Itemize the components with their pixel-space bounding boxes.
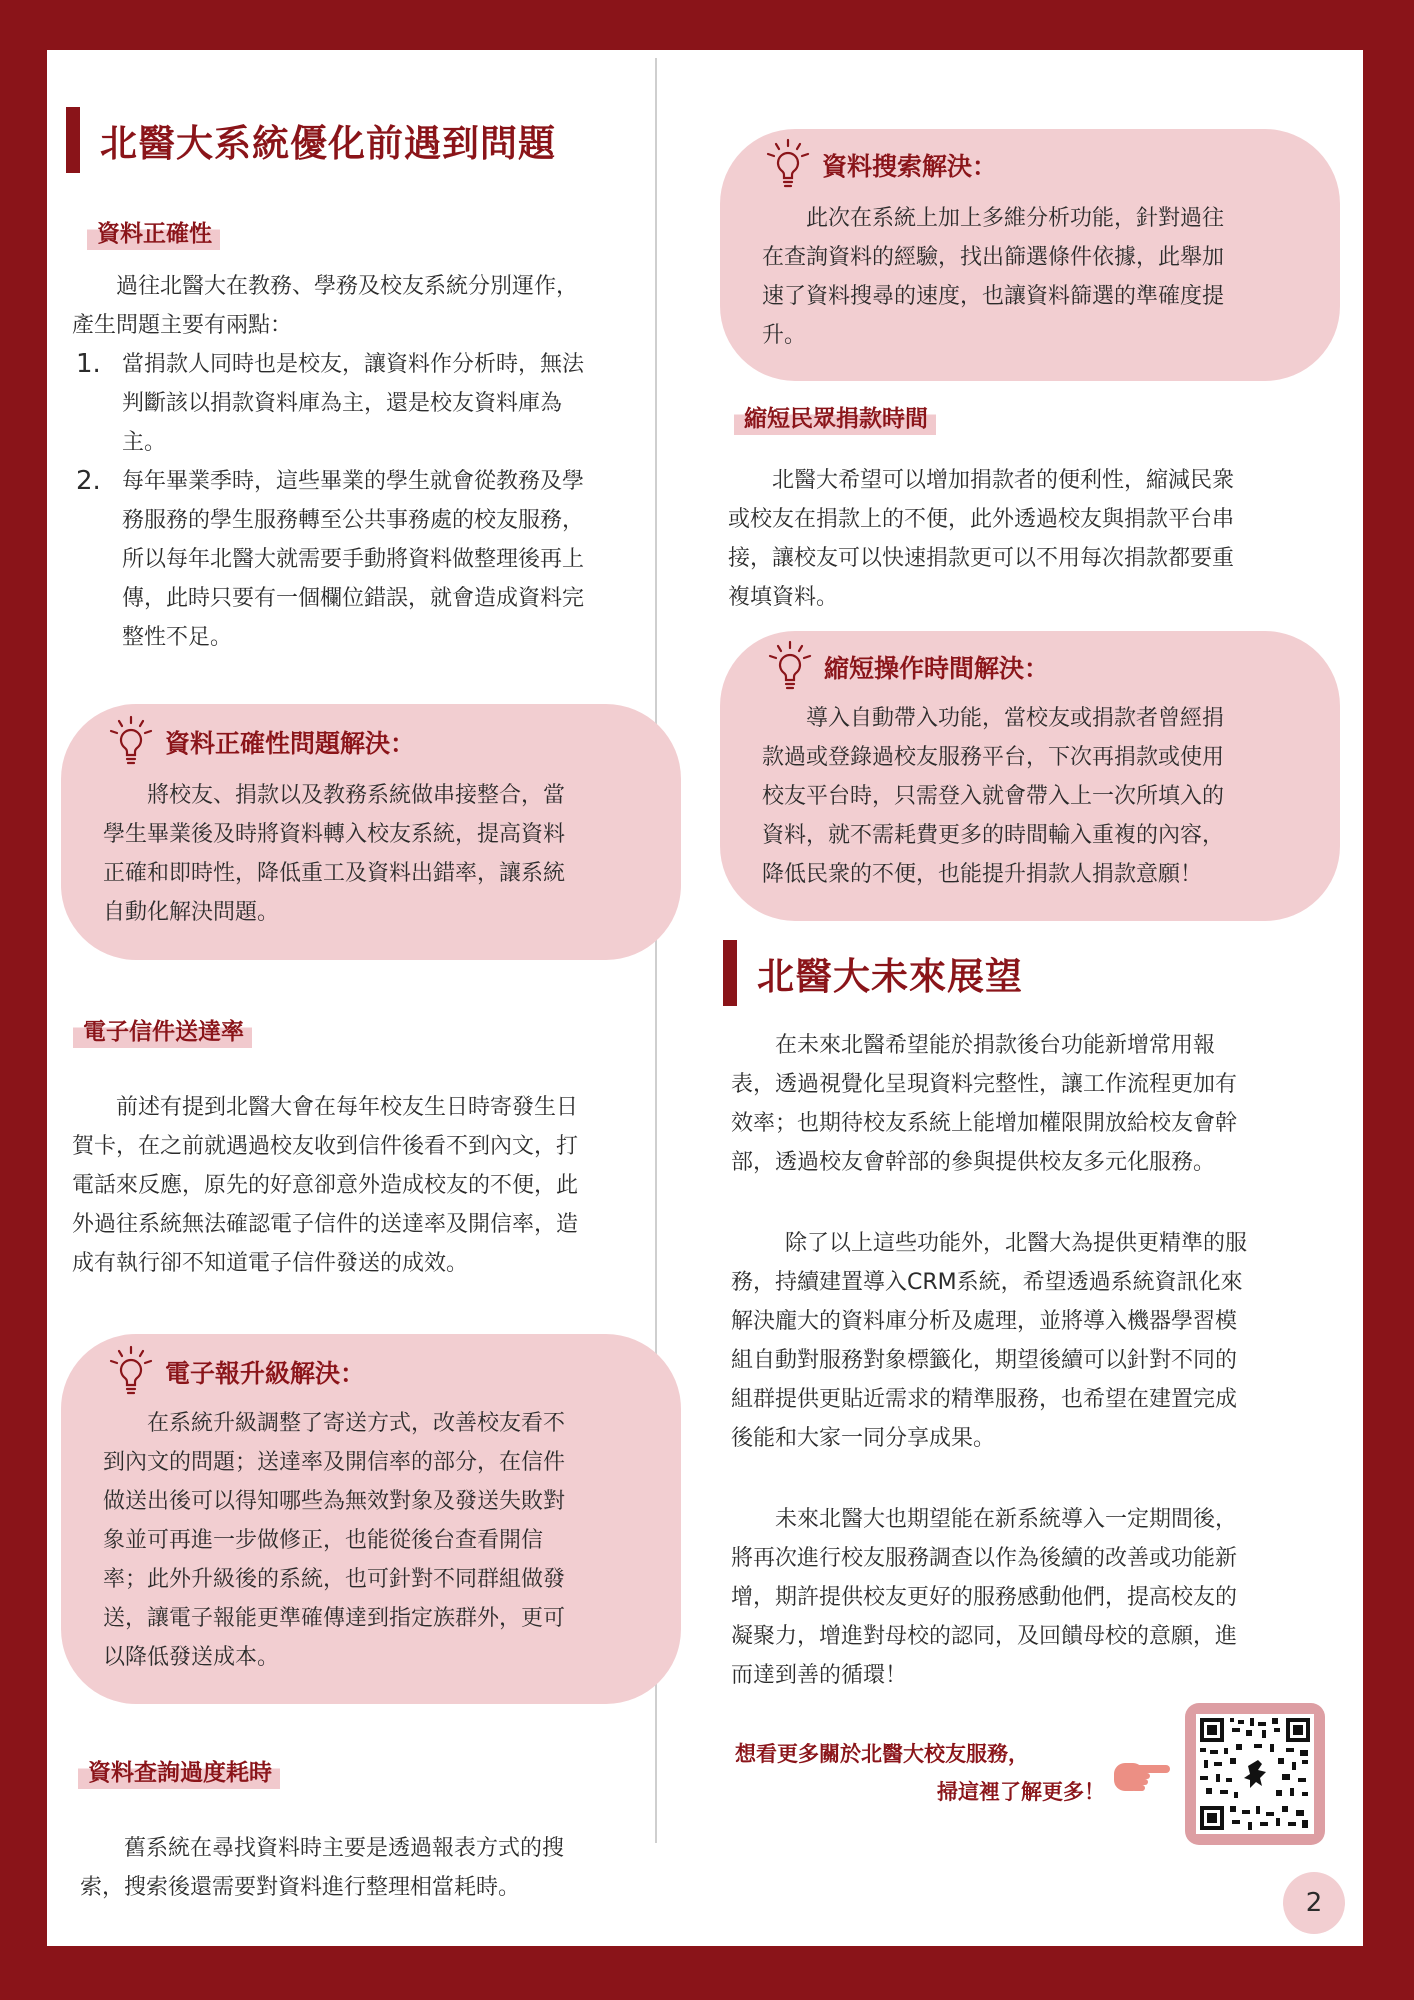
qr-call-to-action <box>735 1735 1105 1811</box>
text-line: 成有執行卻不知道電子信件發送的成效。 <box>72 1251 469 1276</box>
bubble-text <box>762 699 1322 894</box>
paragraph-email-delivery <box>72 1088 692 1283</box>
paragraph-query-time <box>80 1829 680 1907</box>
list-item <box>76 345 676 462</box>
text-line: 當捐款人同時也是校友，讓資料作分析時，無法 <box>122 352 585 377</box>
section-heading-problems <box>66 107 556 173</box>
text-line: 過往北醫大在教務、學務及校友系統分別運作， <box>116 274 579 299</box>
bubble-title: 資料搜索解決： <box>822 152 998 181</box>
cta-line-1: 想看更多關於北醫大校友服務， <box>735 1742 1029 1766</box>
text-line: 效率；也期待校友系統上能增加權限開放給校友會幹 <box>731 1111 1238 1136</box>
page-number: 2 <box>1283 1872 1345 1934</box>
text-line: 校友平台時，只需登入就會帶入上一次所填入的 <box>762 784 1225 809</box>
cta-line-2: 掃這裡了解更多！ <box>937 1780 1105 1804</box>
text-line: 款過或登錄過校友服務平台，下次再捐款或使用 <box>762 745 1225 770</box>
heading-bar <box>723 940 737 1006</box>
text-line: 電話來反應，原先的好意卻意外造成校友的不便，此 <box>72 1173 579 1198</box>
subheading-data-accuracy: 資料正確性 <box>87 213 220 250</box>
text-line: 組自動對服務對象標籤化，期望後續可以針對不同的 <box>731 1348 1238 1373</box>
text-line: 賀卡，在之前就遇過校友收到信件後看不到內文，打 <box>72 1134 579 1159</box>
lightbulb-icon <box>103 714 159 770</box>
text-line: 凝聚力，增進對母校的認同，及回饋母校的意願，進 <box>731 1624 1238 1649</box>
text-line: 在系統升級調整了寄送方式，改善校友看不 <box>147 1411 566 1436</box>
bubble-title: 電子報升級解決： <box>165 1359 366 1388</box>
text-line: 將校友、捐款以及教務系統做串接整合，當 <box>147 783 566 808</box>
text-line: 升。 <box>762 323 807 348</box>
text-line: 到內文的問題；送達率及開信率的部分，在信件 <box>103 1450 566 1475</box>
lightbulb-icon <box>762 639 818 695</box>
subheading-query-time: 資料查詢過度耗時 <box>78 1752 280 1789</box>
bubble-header <box>103 1344 365 1400</box>
text-line: 產生問題主要有兩點： <box>72 313 293 338</box>
text-line: 在未來北醫希望能於捐款後台功能新增常用報 <box>775 1033 1216 1058</box>
heading-text: 北醫大未來展望 <box>757 955 1023 998</box>
text-line: 象並可再進一步做修正，也能從後台查看開信 <box>103 1528 544 1553</box>
text-line: 主。 <box>122 430 167 455</box>
lightbulb-icon <box>103 1344 159 1400</box>
text-line: 資料，就不需耗費更多的時間輸入重複的內容， <box>762 823 1225 848</box>
text-line: 正確和即時性，降低重工及資料出錯率，讓系統 <box>103 861 566 886</box>
problem-list <box>76 345 676 657</box>
text-line: 北醫大希望可以增加捐款者的便利性，縮減民衆 <box>772 468 1235 493</box>
text-line: 解決龐大的資料庫分析及處理，並將導入機器學習模 <box>731 1309 1238 1334</box>
solution-bubble-operation-time <box>720 631 1340 921</box>
bubble-text <box>103 1404 673 1677</box>
text-line: 此次在系統上加上多維分析功能，針對過往 <box>806 206 1225 231</box>
solution-bubble-data-accuracy <box>61 704 681 960</box>
text-line: 表，透過視覺化呈現資料完整性，讓工作流程更加有 <box>731 1072 1238 1097</box>
qr-code-image <box>1196 1714 1314 1834</box>
text-line: 在查詢資料的經驗，找出篩選條件依據，此舉加 <box>762 245 1225 270</box>
text-line: 複填資料。 <box>728 585 839 610</box>
text-line: 增，期許提供校友更好的服務感動他們，提高校友的 <box>731 1585 1238 1610</box>
text-line: 後能和大家一同分享成果。 <box>731 1426 996 1451</box>
text-line: 未來北醫大也期望能在新系統導入一定期間後， <box>775 1507 1238 1532</box>
list-number: 1. <box>76 349 101 379</box>
list-item <box>76 462 676 657</box>
solution-bubble-newsletter <box>61 1334 681 1704</box>
text-line: 做送出後可以得知哪些為無效對象及發送失敗對 <box>103 1489 566 1514</box>
text-line: 務服務的學生服務轉至公共事務處的校友服務， <box>122 508 585 533</box>
text-line: 前述有提到北醫大會在每年校友生日時寄發生日 <box>116 1095 579 1120</box>
text-line: 接，讓校友可以快速捐款更可以不用每次捐款都要重 <box>728 546 1235 571</box>
paragraph-data-accuracy-intro <box>72 267 672 345</box>
subheading-donation-time: 縮短民眾捐款時間 <box>734 398 936 435</box>
paragraph-future-2 <box>731 1224 1341 1458</box>
paragraph-future-1 <box>731 1026 1341 1182</box>
section-heading-future <box>723 940 1023 1006</box>
text-line: 降低民衆的不便，也能提升捐款人捐款意願！ <box>762 862 1203 887</box>
text-line: 索，搜索後還需要對資料進行整理相當耗時。 <box>80 1875 521 1900</box>
paragraph-future-3 <box>731 1500 1341 1695</box>
text-line: 率；此外升級後的系統，也可針對不同群組做發 <box>103 1567 566 1592</box>
bubble-header <box>762 639 1049 695</box>
bubble-title: 縮短操作時間解決： <box>824 654 1050 683</box>
bubble-text <box>762 199 1322 355</box>
text-line: 而達到善的循環！ <box>731 1663 908 1688</box>
text-line: 送，讓電子報能更準確傳達到指定族群外，更可 <box>103 1606 566 1631</box>
text-line: 除了以上這些功能外，北醫大為提供更精準的服 <box>785 1231 1248 1256</box>
text-line: 導入自動帶入功能，當校友或捐款者曾經捐 <box>806 706 1225 731</box>
text-line: 速了資料搜尋的速度，也讓資料篩選的準確度提 <box>762 284 1225 309</box>
text-line: 或校友在捐款上的不便，此外透過校友與捐款平台串 <box>728 507 1235 532</box>
heading-text: 北醫大系統優化前遇到問題 <box>100 122 556 165</box>
bubble-header <box>760 137 997 193</box>
solution-bubble-search <box>720 129 1340 381</box>
text-line: 傳，此時只要有一個欄位錯誤，就會造成資料完 <box>122 586 585 611</box>
text-line: 以降低發送成本。 <box>103 1645 280 1670</box>
qr-code[interactable] <box>1185 1703 1325 1845</box>
subheading-email-delivery: 電子信件送達率 <box>73 1011 252 1048</box>
lightbulb-icon <box>760 137 816 193</box>
paragraph-donation-time <box>728 461 1338 617</box>
text-line: 判斷該以捐款資料庫為主，還是校友資料庫為 <box>122 391 563 416</box>
text-line: 學生畢業後及時將資料轉入校友系統，提高資料 <box>103 822 566 847</box>
text-line: 整性不足。 <box>122 625 233 650</box>
text-line: 每年畢業季時，這些畢業的學生就會從教務及學 <box>122 469 585 494</box>
text-line: 部，透過校友會幹部的參與提供校友多元化服務。 <box>731 1150 1216 1175</box>
text-line: 自動化解決問題。 <box>103 900 280 925</box>
heading-bar <box>66 107 80 173</box>
text-line: 舊系統在尋找資料時主要是透過報表方式的搜 <box>124 1836 565 1861</box>
bubble-text <box>103 776 663 932</box>
bubble-header <box>103 714 415 770</box>
bubble-title: 資料正確性問題解決： <box>165 729 416 758</box>
text-line: 所以每年北醫大就需要手動將資料做整理後再上 <box>122 547 585 572</box>
text-line: 將再次進行校友服務調查以作為後續的改善或功能新 <box>731 1546 1238 1571</box>
list-number: 2. <box>76 466 101 496</box>
text-line: 外過往系統無法確認電子信件的送達率及開信率，造 <box>72 1212 579 1237</box>
text-line: 務，持續建置導入CRM系統，希望透過系統資訊化來 <box>731 1270 1243 1295</box>
text-line: 組群提供更貼近需求的精準服務，也希望在建置完成 <box>731 1387 1238 1412</box>
pointing-hand-icon <box>1110 1752 1172 1796</box>
